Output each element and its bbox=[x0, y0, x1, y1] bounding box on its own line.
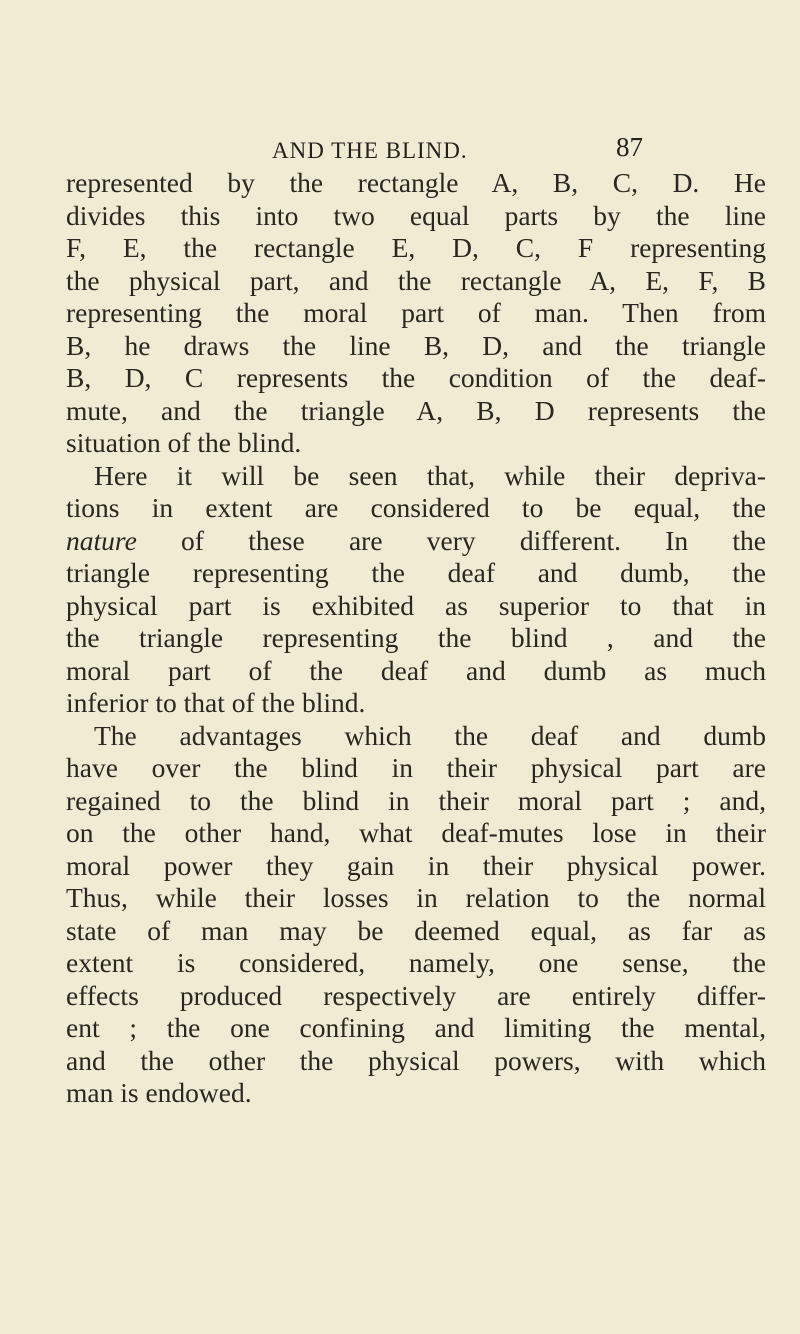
text-line: regained to the blind in their moral part ; and, bbox=[66, 784, 766, 816]
text-line: inferior to that of the blind. bbox=[66, 687, 366, 718]
text-line: moral power they gain in their physical power. bbox=[66, 849, 766, 881]
paragraph bbox=[66, 720, 766, 1110]
text-line: triangle representing the deaf and dumb, the bbox=[66, 557, 766, 588]
text-line: divides this into two equal parts by the line bbox=[66, 199, 766, 231]
text-line: effects produced respectively are entirely differ- bbox=[66, 979, 766, 1011]
line-text-after: of these are very different. In the bbox=[136, 524, 766, 556]
text-line: situation of the blind. bbox=[66, 427, 302, 458]
text-line-with-italic bbox=[66, 525, 766, 558]
page-number: 87 bbox=[616, 132, 643, 162]
text-line: representing the moral part of man. Then from bbox=[66, 297, 766, 328]
running-head bbox=[0, 130, 800, 170]
text-line: F, E, the rectangle E, D, C, F representing bbox=[66, 232, 766, 263]
paragraph bbox=[66, 167, 766, 460]
text-line: physical part is exhibited as superior to that in bbox=[66, 589, 766, 621]
text-line: The advantages which the deaf and dumb bbox=[94, 719, 766, 751]
text-line: extent is considered, namely, one sense, the bbox=[66, 947, 766, 978]
text-line: and the other the physical powers, with which bbox=[66, 1044, 766, 1076]
text-line: ent ; the one confining and limiting the mental, bbox=[66, 1012, 766, 1043]
text-line: B, D, C represents the condition of the deaf- bbox=[66, 362, 766, 393]
paragraph bbox=[66, 460, 766, 720]
text-line: Thus, while their losses in relation to the normal bbox=[66, 882, 766, 913]
text-line: represented by the rectangle A, B, C, D. He bbox=[66, 167, 766, 198]
text-line: the physical part, and the rectangle A, E, F, B bbox=[66, 264, 766, 296]
text-line: tions in extent are considered to be equal, the bbox=[66, 492, 766, 523]
text-line: state of man may be deemed equal, as far as bbox=[66, 914, 766, 946]
text-line: mute, and the triangle A, B, D represents the bbox=[66, 394, 766, 426]
running-head-title: AND THE BLIND. bbox=[272, 138, 468, 163]
text-line: have over the blind in their physical part are bbox=[66, 752, 766, 783]
text-line: Here it will be seen that, while their depriva- bbox=[94, 459, 766, 491]
italic-emphasis: nature bbox=[66, 524, 137, 556]
text-line: moral part of the deaf and dumb as much bbox=[66, 654, 766, 686]
text-line: B, he draws the line B, D, and the triangle bbox=[66, 329, 766, 361]
text-line: on the other hand, what deaf-mutes lose in their bbox=[66, 817, 766, 848]
text-line: the triangle representing the blind , and the bbox=[66, 622, 766, 653]
body-text bbox=[66, 167, 766, 1110]
text-line: man is endowed. bbox=[66, 1077, 252, 1108]
